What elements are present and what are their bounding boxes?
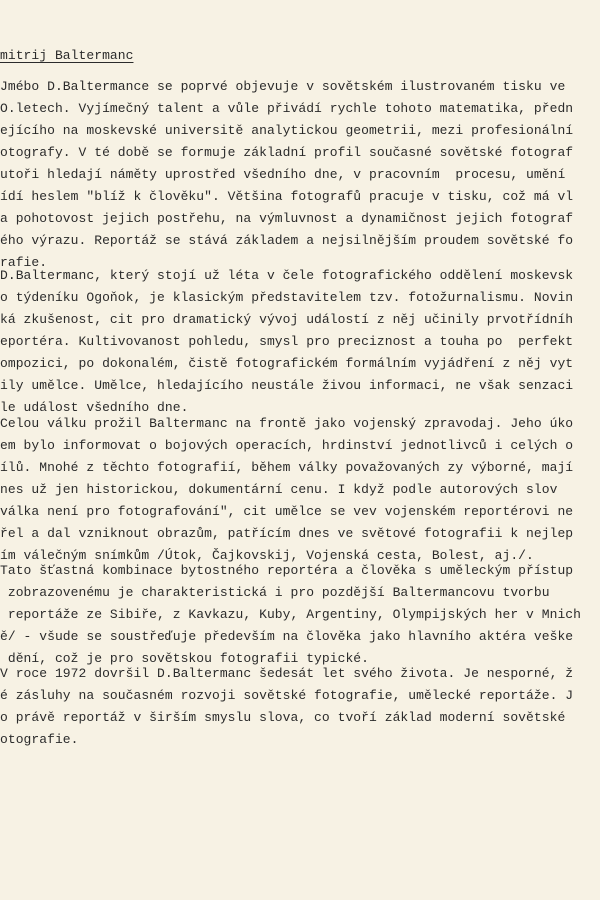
paragraph-line: ompozici, po dokonalém, čistě fotografickém formálním vyjádření z něj vyt [0, 356, 574, 371]
paragraph-line: Jmébo D.Baltermance se poprvé objevuje v sovětském ilustrovaném tisku ve [0, 79, 566, 94]
paragraph-line: é zásluhy na současném rozvoji sovětské fotografie, umělecké reportáže. J [0, 688, 574, 703]
paragraph-line: dění, což je pro sovětskou fotografii typické. [0, 651, 370, 666]
paragraph-line: válka není pro fotografování", cit umělce se vev vojenském reportérovi ne [0, 504, 574, 519]
paragraph-line: em bylo informovat o bojových operacích, hrdinství jednotlivců i celých o [0, 438, 574, 453]
paragraph-1 [0, 76, 600, 274]
paragraph-line: ká zkušenost, cit pro dramatický vývoj událostí z něj učinily prvotřídníh [0, 312, 574, 327]
paragraph-line: o právě reportáž v širším smyslu slova, co tvoří základ moderní sovětské [0, 710, 566, 725]
paragraph-line: D.Baltermanc, který stojí už léta v čele fotografického oddělení moskevsk [0, 268, 574, 283]
paragraph-line: otografy. V té době se formuje základní profil současné sovětské fotograf [0, 145, 574, 160]
paragraph-line: le událost všedního dne. [0, 400, 189, 415]
paragraph-line: ílů. Mnohé z těchto fotografií, během války považovaných zy výborné, mají [0, 460, 574, 475]
paragraph-5 [0, 663, 600, 751]
paragraph-line: ě/ - všude se soustřeďuje především na člověka jako hlavního aktéra veške [0, 629, 574, 644]
paragraph-line: řel a dal vzniknout obrazům, patřícím dnes ve světové fotografii k nejlep [0, 526, 574, 541]
paragraph-line: utoři hledají náměty uprostřed všedního dne, v pracovním procesu, umění [0, 167, 566, 182]
paragraph-line: a pohotovost jejich postřehu, na výmluvnost a dynamičnost jejich fotograf [0, 211, 574, 226]
paragraph-line: zobrazovenému je charakteristická i pro pozdější Baltermancovu tvorbu [0, 585, 550, 600]
paragraph-line: ily umělce. Umělce, hledajícího neustále živou informaci, ne však senzaci [0, 378, 574, 393]
paragraph-line: o týdeníku Ogoňok, je klasickým představitelem tzv. fotožurnalismu. Novin [0, 290, 574, 305]
paragraph-line: Tato šťastná kombinace bytostného reportéra a člověka s uměleckým přístup [0, 563, 574, 578]
document-title: mitrij Baltermanc [0, 48, 134, 63]
paragraph-line: reportáže ze Sibiře, z Kavkazu, Kuby, Argentiny, Olympijských her v Mnich [0, 607, 581, 622]
paragraph-line: ého výrazu. Reportáž se stává základem a nejsilnějším proudem sovětské fo [0, 233, 574, 248]
paragraph-line: Celou válku prožil Baltermanc na frontě jako vojenský zpravodaj. Jeho úko [0, 416, 574, 431]
paragraph-line: rafie. [0, 255, 48, 270]
paragraph-line: nes už jen historickou, dokumentární cenu. I když podle autorových slov [0, 482, 558, 497]
paragraph-3 [0, 413, 600, 567]
paragraph-2 [0, 265, 600, 419]
paragraph-line: ejícího na moskevské universitě analytickou geometrii, mezi profesionální [0, 123, 574, 138]
paragraph-line: eportéra. Kultivovanost pohledu, smysl pro preciznost a touha po perfekt [0, 334, 574, 349]
paragraph-line: otografie. [0, 732, 79, 747]
paragraph-line: O.letech. Vyjímečný talent a vůle přivádí rychle tohoto matematika, předn [0, 101, 574, 116]
paragraph-line: V roce 1972 dovršil D.Baltermanc šedesát let svého života. Je nesporné, ž [0, 666, 574, 681]
paragraph-4 [0, 560, 600, 670]
paragraph-line: ím válečným snímkům /Útok, Čajkovskij, Vojenská cesta, Bolest, aj./. [0, 548, 534, 563]
paragraph-line: ídí heslem "blíž k člověku". Většina fotografů pracuje v tisku, což má vl [0, 189, 574, 204]
